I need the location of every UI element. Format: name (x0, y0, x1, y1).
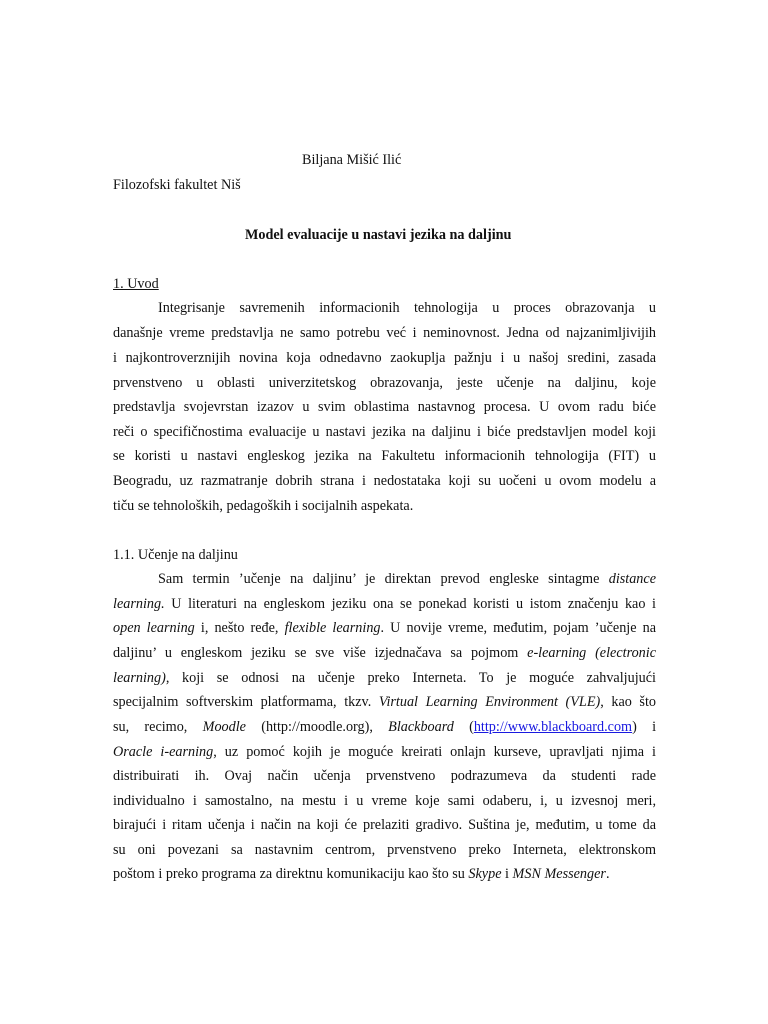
text-line: learning. U literaturi na engleskom jeziku ona se ponekad koristi u istom značenju kao i (113, 596, 656, 612)
text-line: learning), koji se odnosi na učenje preko Interneta. To je moguće zahvaljujući (113, 670, 656, 686)
blackboard-link[interactable]: http://www.blackboard.com (473, 719, 633, 735)
text-line: poštom i preko programa za direktnu komunikaciju kao što su Skype i MSN Messenger. (113, 866, 610, 882)
paper-title: Model evaluacije u nastavi jezika na daljinu (245, 227, 512, 243)
text-line: današnje vreme predstavlja ne samo potrebu već i neminovnost. Jedna od najzanimljivijih (113, 325, 656, 341)
text-line: tiču se tehnoloških, pedagoških i socijalnih aspekata. (113, 498, 414, 514)
text-line: daljinu’ u engleskom jeziku se sve više izjednačava sa pojmom e-learning (electronic (113, 645, 656, 661)
section-heading-ucenje-na-daljinu: 1.1. Učenje na daljinu (113, 547, 238, 563)
text-line: Beogradu, uz razmatranje dobrih strana i nedostataka koji su uočeni u ovom modelu a (113, 473, 656, 489)
author-name: Biljana Mišić Ilić (302, 152, 402, 168)
text-line: su, recimo, Moodle (http://moodle.org), Blackboard (http://www.blackboard.com) i (113, 719, 657, 735)
text-line: Integrisanje savremenih informacionih tehnologija u proces obrazovanja u (158, 300, 656, 316)
text-line: su oni povezani sa nastavnim centrom, prvenstveno preko Interneta, elektronskom (113, 842, 656, 858)
text-line: predstavlja svojevrstan izazov u svim oblastima nastavnog procesa. U ovom radu biće (113, 399, 656, 415)
text-line: se koristi u nastavi engleskog jezika na Fakultetu informacionih tehnologija (FIT) u (113, 448, 656, 464)
section-heading-uvod: 1. Uvod (113, 276, 159, 292)
text-line: Sam termin ’učenje na daljinu’ je direktan prevod engleske sintagme distance (158, 571, 656, 587)
affiliation: Filozofski fakultet Niš (113, 177, 241, 193)
text-line: birajući i ritam učenja i način na koji će prelaziti gradivo. Suština je, međutim, u tome da (113, 817, 656, 833)
text-line: open learning i, nešto ređe, flexible learning. U novije vreme, međutim, pojam ’učenje na (113, 620, 657, 636)
text-line: distribuirati ih. Ovaj način učenja prvenstveno podrazumeva da studenti rade (113, 768, 656, 784)
text-line: individualno i samostalno, na mestu i u vreme koje sami odaberu, i, u izvesnoj meri, (113, 793, 656, 809)
text-line: specijalnim softverskim platformama, tkzv. Virtual Learning Environment (VLE), kao što (113, 694, 656, 710)
text-line: prvenstveno u oblasti univerzitetskog obrazovanja, jeste učenje na daljinu, koje (113, 375, 656, 391)
text-line: Oracle i-earning, uz pomoć kojih je moguće kreirati onlajn kurseve, upravljati njima i (113, 744, 656, 760)
text-line: reči o specifičnostima evaluacije u nastavi jezika na daljinu i biće predstavljen model koji (113, 424, 656, 440)
text-line: i najkontroverznijih novina koja odnedavno zaokuplja pažnju i u našoj sredini, zasada (113, 350, 656, 366)
